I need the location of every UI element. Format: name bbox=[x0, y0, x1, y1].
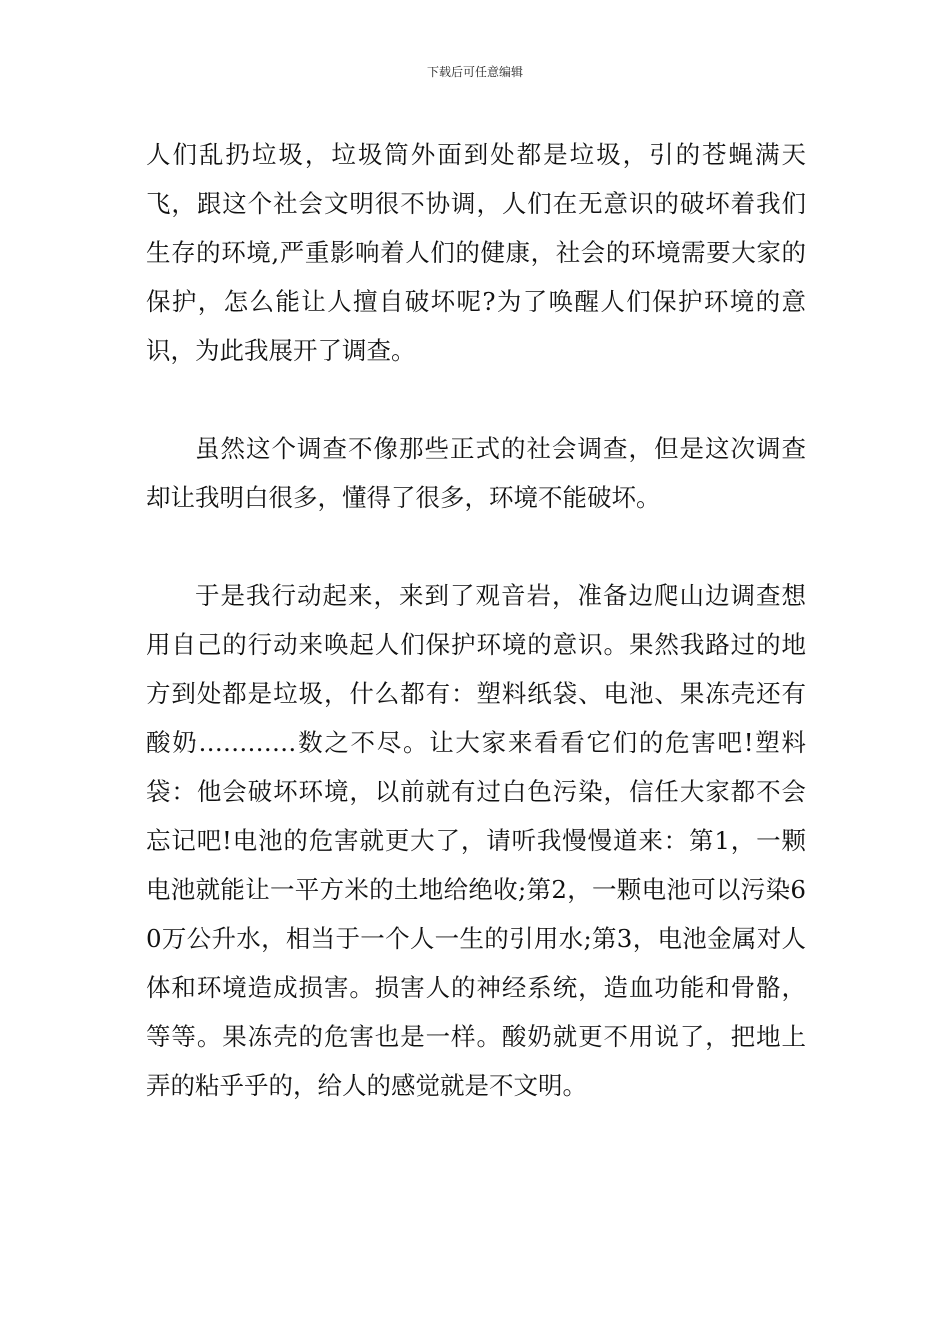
paragraph-2: 虽然这个调查不像那些正式的社会调查，但是这次调查却让我明白很多，懂得了很多，环境不能破坏。 bbox=[146, 434, 806, 512]
paragraph-1: 人们乱扔垃圾，垃圾筒外面到处都是垃圾，引的苍蝇满天飞，跟这个社会文明很不协调，人们在无意识的破坏着我们生存的环境,严重影响着人们的健康，社会的环境需要大家的保护，怎么能让人擅自破坏呢?为了唤醒人们保护环境的意识，为此我展开了调查。 bbox=[146, 140, 806, 365]
document-body bbox=[146, 130, 806, 1110]
page-header: 下载后可任意编辑 bbox=[426, 65, 523, 79]
paragraph-3: 于是我行动起来，来到了观音岩，准备边爬山边调查想用自己的行动来唤起人们保护环境的意识。果然我路过的地方到处都是垃圾，什么都有：塑料纸袋、电池、果冻壳还有酸奶…………数之不尽。让大家来看看它们的危害吧!塑料袋：他会破坏环境，以前就有过白色污染，信任大家都不会忘记吧!电池的危害就更大了，请听我慢慢道来：第1，一颗电池就能让一平方米的土地给绝收;第2，一颗电池可以污染60万公升水，相当于一个人一生的引用水;第3，电池金属对人体和环境造成损害。损害人的神经系统，造血功能和骨骼，等等。果冻壳的危害也是一样。酸奶就更不用说了，把地上弄的粘乎乎的，给人的感觉就是不文明。 bbox=[146, 581, 806, 1100]
